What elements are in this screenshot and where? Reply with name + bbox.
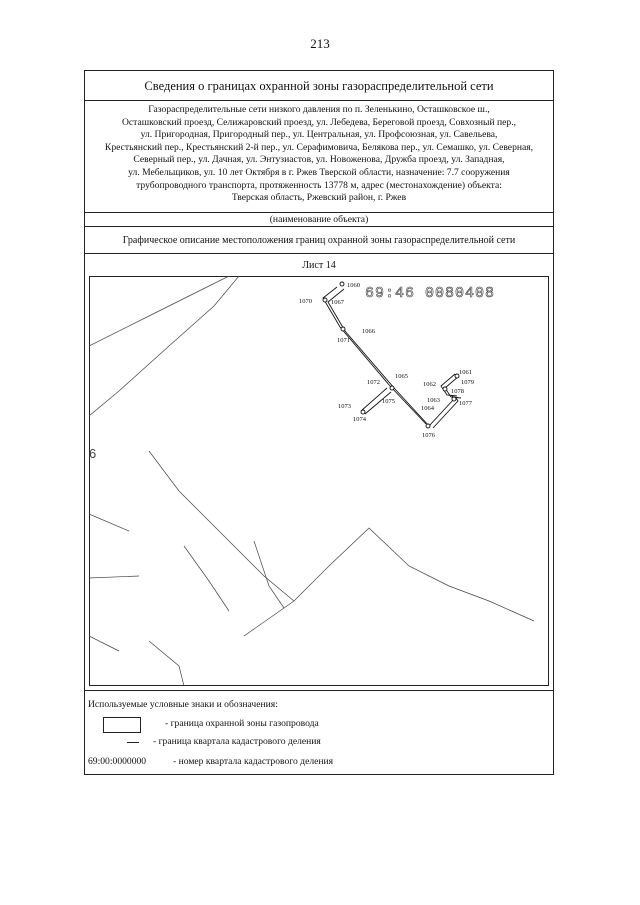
description-line: Крестьянский пер., Крестьянский 2-й пер., ул. Серафимовича, Белякова пер., ул. Семашко, ул. Северная, — [104, 141, 534, 153]
point-marker — [452, 397, 456, 401]
point-marker — [341, 327, 345, 331]
point-marker — [390, 386, 394, 390]
point-label: 1063 — [427, 397, 440, 404]
point-label: 1067 — [331, 299, 344, 306]
point-label: 1070 — [299, 298, 312, 305]
map-border — [90, 277, 549, 686]
document-title: Сведения о границах охранной зоны газораспределительной сети — [85, 71, 553, 101]
point-marker — [361, 410, 365, 414]
point-label: 1076 — [422, 432, 435, 439]
point-label: 1073 — [338, 403, 351, 410]
sheet-label: Лист 14 — [302, 260, 336, 271]
description-line: ул. Пригородная, Пригородный пер., ул. Центральная, ул. Профсоюзная, ул. Савельева, — [140, 129, 498, 141]
info-frame — [84, 70, 554, 775]
sheet-area — [85, 254, 553, 691]
point-label: 1079 — [461, 379, 474, 386]
description-line: Газораспределительные сети низкого давления по п. Зеленькино, Осташковское ш., — [148, 104, 490, 115]
point-label: 1062 — [423, 381, 436, 388]
description-line: Северный пер., ул. Дачная, ул. Энтузиастов, ул. Новоженова, Дружба проезд, ул. Западная, — [133, 154, 505, 166]
point-marker — [323, 298, 327, 302]
point-label: 1072 — [367, 379, 380, 386]
point-marker — [443, 387, 447, 391]
point-label: 1074 — [353, 416, 366, 423]
point-labels — [299, 282, 474, 439]
page-number: 213 — [310, 36, 330, 51]
legend-header: Используемые условные знаки и обозначения: — [88, 699, 278, 710]
point-label: 1078 — [451, 388, 464, 395]
cadastral-map — [89, 276, 549, 686]
point-label: 1071 — [337, 337, 350, 344]
point-marker — [340, 282, 344, 286]
quarter-number: 69:46 0080408 — [365, 285, 496, 302]
object-name-caption: (наименование объекта) — [85, 213, 553, 227]
quarter-number-label: - номер квартала кадастрового деления — [173, 756, 334, 767]
side-mark: 6 — [89, 446, 97, 461]
description-line: Осташковский проезд, Селижаровский проезд, ул. Лебедева, Береговой проезд, Совхозный пер., — [121, 116, 517, 128]
quarter-boundary-symbol — [127, 742, 139, 743]
graphic-title: Графическое описание местоположения границ охранной зоны газораспределительной сети — [85, 227, 553, 254]
legend — [85, 691, 553, 776]
point-label: 1065 — [395, 373, 408, 380]
point-marker — [426, 424, 430, 428]
point-label: 1061 — [459, 369, 472, 376]
zone-boundary-label: - граница охранной зоны газопровода — [165, 718, 319, 729]
quarter-boundaries — [89, 276, 534, 686]
quarter-boundary-label: - граница квартала кадастрового деления — [153, 736, 321, 747]
description-line: трубопроводного транспорта, протяженность 13778 м, адрес (местонахождение) объекта: — [136, 179, 502, 191]
zone-boundary-symbol — [103, 717, 141, 733]
description-line: Тверская область, Ржевский район, г. Ржев — [231, 192, 407, 204]
point-label: 1064 — [421, 405, 434, 412]
point-label: 1066 — [362, 328, 375, 335]
point-label: 1060 — [347, 282, 360, 289]
point-label: 1077 — [459, 400, 472, 407]
description-line: ул. Мебельщиков, ул. 10 лет Октября в г. Ржев Тверской области, назначение: 7.7 сооружения — [128, 166, 510, 178]
quarter-number-sample: 69:00:0000000 — [88, 756, 147, 767]
object-description — [85, 101, 553, 213]
point-label: 1075 — [382, 398, 395, 405]
